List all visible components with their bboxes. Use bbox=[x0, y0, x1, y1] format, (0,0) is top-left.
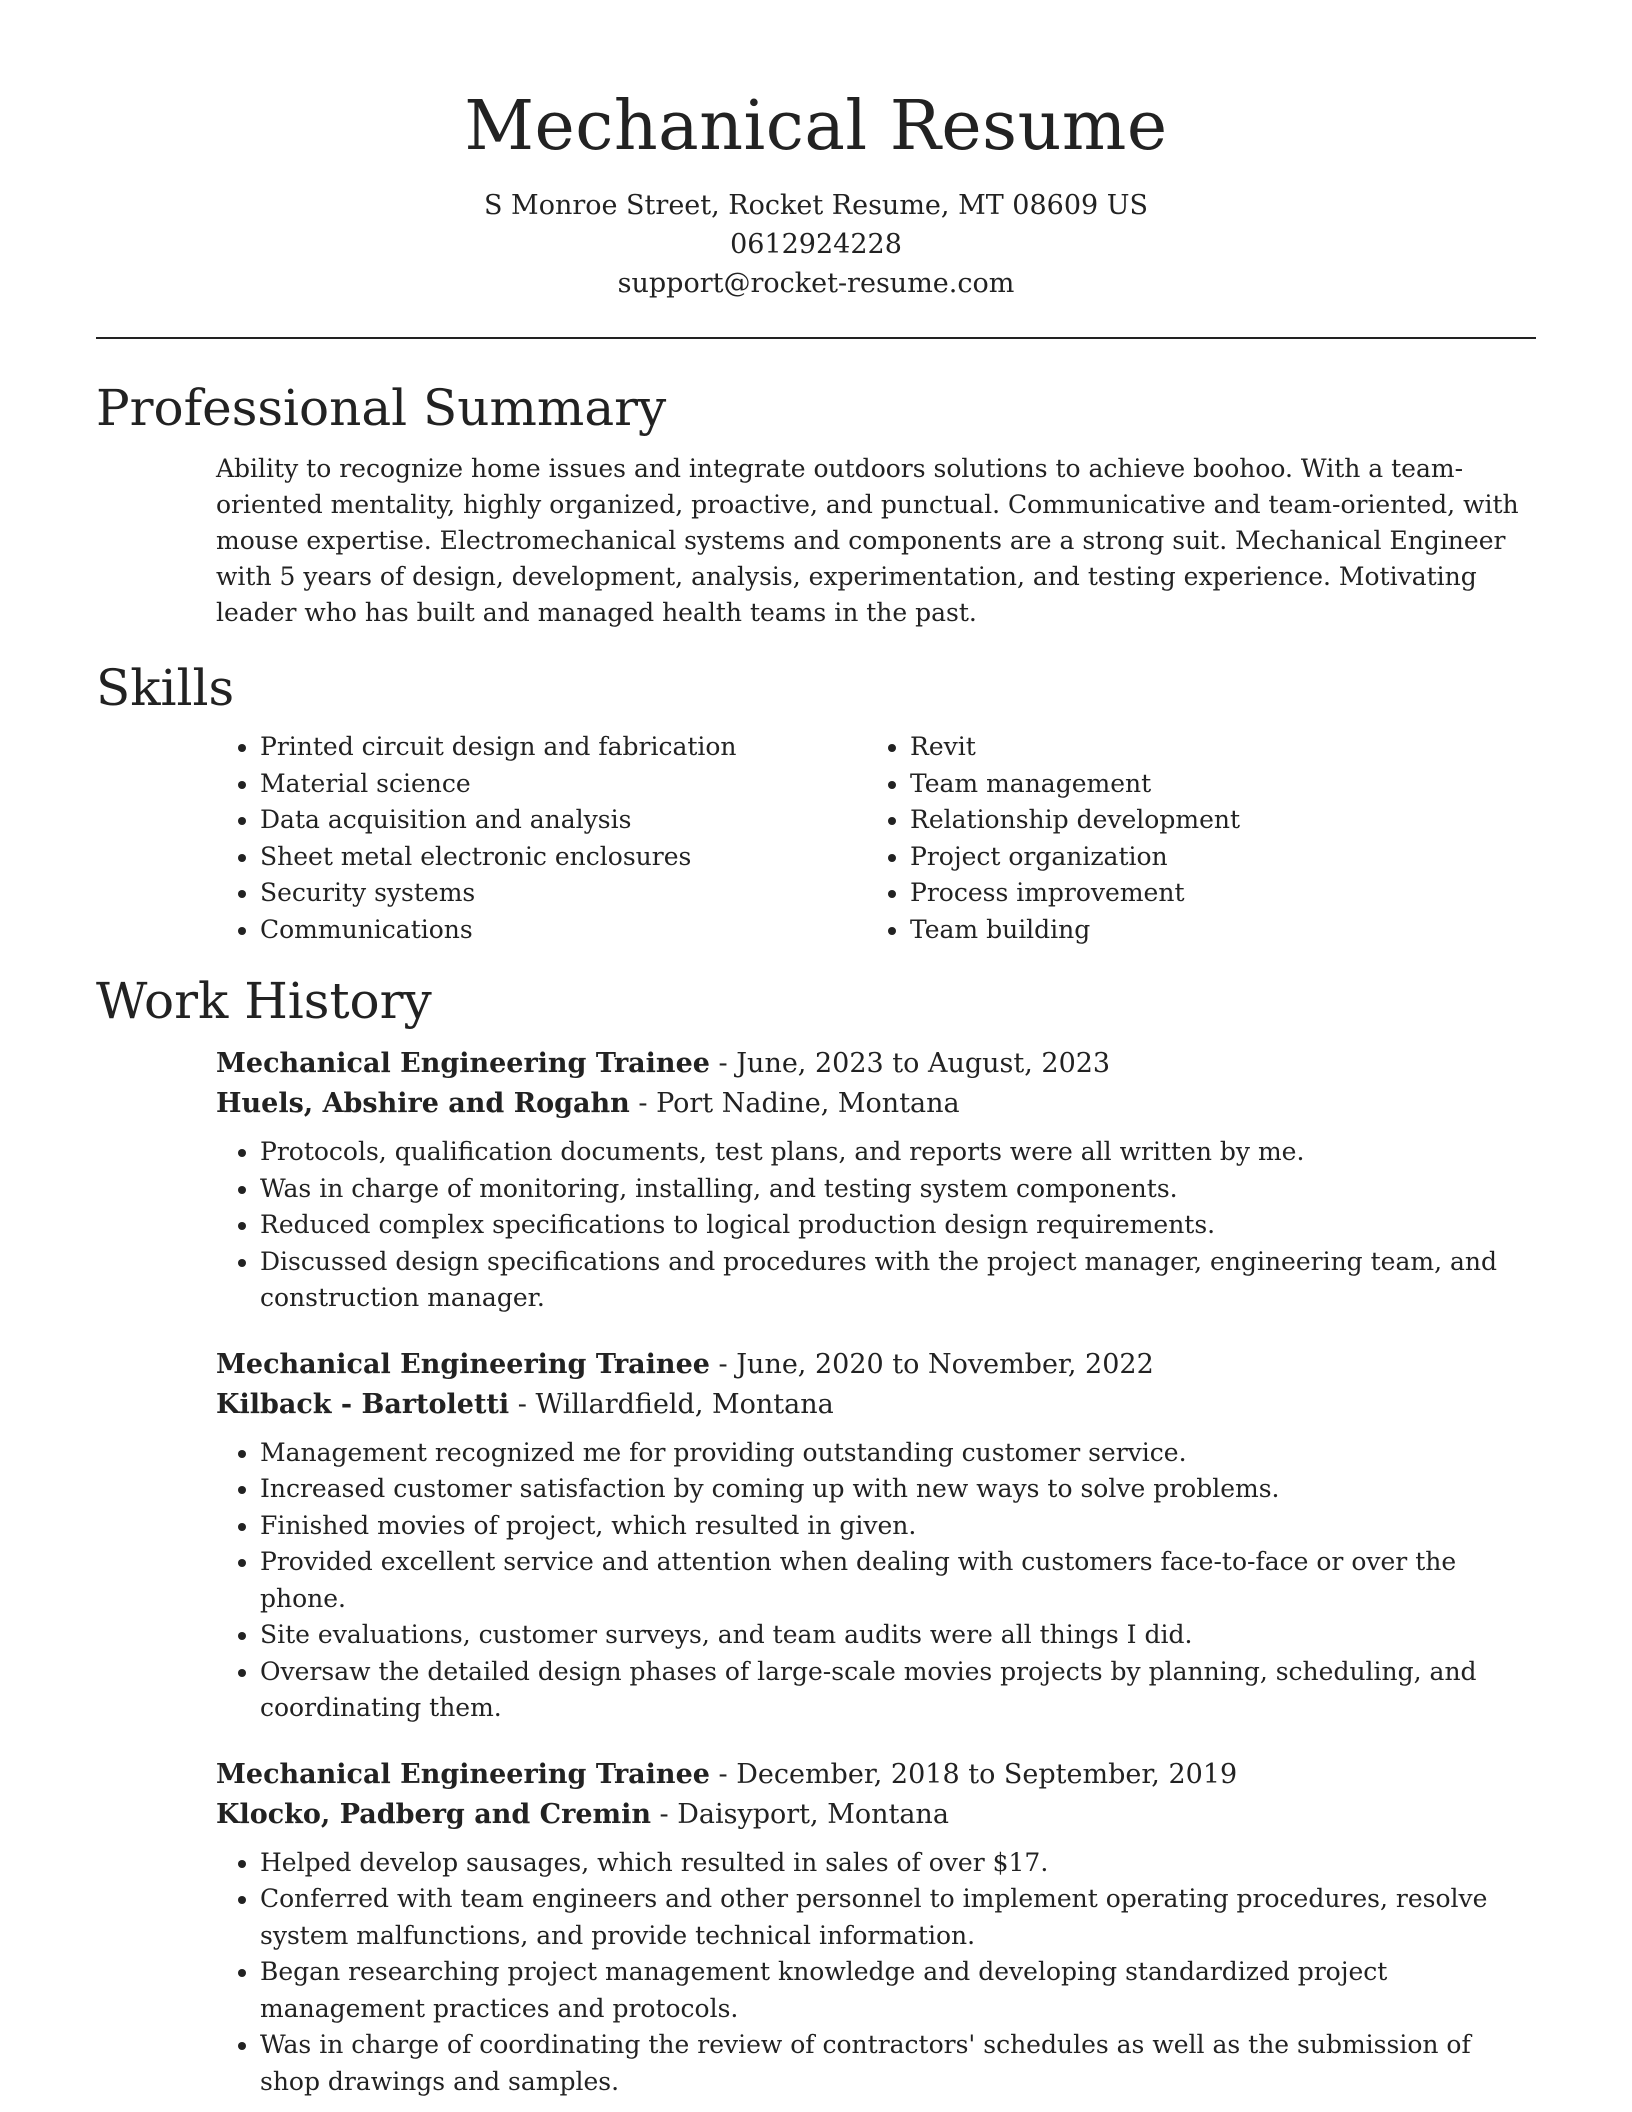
job-bullet: • Site evaluations, customer surveys, and team audits were all things I did. bbox=[260, 1617, 1536, 1654]
job-title-line bbox=[216, 1755, 1536, 1795]
skill-item: • Relationship development bbox=[910, 802, 1240, 839]
skills-column-right bbox=[866, 729, 1240, 948]
job-location: - Willardfield, Montana bbox=[509, 1388, 834, 1420]
job-bullet: • Discussed design specifications and procedures with the project manager, engineering team, and construction manager. bbox=[260, 1244, 1536, 1317]
job-bullet: • Began researching project management knowledge and developing standardized project management practices and protocols. bbox=[260, 1954, 1536, 2027]
skill-item: • Printed circuit design and fabrication bbox=[260, 729, 866, 766]
job-bullet: • Conferred with team engineers and other personnel to implement operating procedures, resolve system malfunctions, and provide technical information. bbox=[260, 1881, 1536, 1954]
job-bullet: • Protocols, qualification documents, test plans, and reports were all written by me. bbox=[260, 1134, 1536, 1171]
job-entry bbox=[216, 1345, 1536, 1727]
job-company: Kilback - Bartoletti bbox=[216, 1388, 510, 1420]
resume-name: Mechanical Resume bbox=[464, 87, 1168, 166]
contact-info bbox=[96, 186, 1536, 303]
job-bullet: • Management recognized me for providing outstanding customer service. bbox=[260, 1435, 1536, 1472]
job-bullet: • Helped develop sausages, which resulted in sales of over $17. bbox=[260, 1845, 1536, 1882]
contact-email: support@rocket-resume.com bbox=[617, 268, 1015, 299]
job-role: Mechanical Engineering Trainee bbox=[216, 1758, 710, 1790]
header-divider bbox=[96, 337, 1536, 339]
skill-item: • Communications bbox=[260, 912, 866, 949]
contact-address: S Monroe Street, Rocket Resume, MT 08609 US bbox=[483, 190, 1149, 221]
job-bullets bbox=[216, 1435, 1536, 1727]
summary-heading: Professional Summary bbox=[96, 379, 667, 437]
job-bullets bbox=[216, 1845, 1536, 2101]
job-entry bbox=[216, 1755, 1536, 2101]
skill-item: • Security systems bbox=[260, 875, 866, 912]
job-entry bbox=[216, 1044, 1536, 1317]
summary-text: Ability to recognize home issues and integrate outdoors solutions to achieve boohoo. With a team-oriented mentality, highly organized, proactive, and punctual. Communicative and team-oriented, with mouse expertise. Electromechanical systems and components are a strong suit. Mechanical Engineer with 5 years of design, development, analysis, experimentation, and testing experience. Motivating leader who has built and managed health teams in the past. bbox=[216, 454, 1519, 627]
skill-item: • Data acquisition and analysis bbox=[260, 802, 866, 839]
skill-item: • Material science bbox=[260, 766, 866, 803]
job-bullet: • Provided excellent service and attention when dealing with customers face-to-face or over the phone. bbox=[260, 1544, 1536, 1617]
job-company: Huels, Abshire and Rogahn bbox=[216, 1088, 630, 1119]
skill-item: • Team management bbox=[910, 766, 1240, 803]
job-bullet: • Finished movies of project, which resulted in given. bbox=[260, 1508, 1536, 1545]
job-bullet: • Was in charge of monitoring, installing, and testing system components. bbox=[260, 1171, 1536, 1208]
job-bullets bbox=[216, 1134, 1536, 1317]
job-dates: - June, 2023 to August, 2023 bbox=[709, 1048, 1111, 1079]
job-role: Mechanical Engineering Trainee bbox=[216, 1348, 710, 1380]
job-company-line bbox=[216, 1385, 1536, 1425]
job-dates: - December, 2018 to September, 2019 bbox=[709, 1758, 1238, 1790]
job-bullet: • Was in charge of coordinating the review of contractors' schedules as well as the submission of shop drawings and samples. bbox=[260, 2027, 1536, 2100]
skill-item: • Process improvement bbox=[910, 875, 1240, 912]
job-company-line bbox=[216, 1795, 1536, 1835]
skills-heading: Skills bbox=[96, 659, 235, 717]
job-location: - Port Nadine, Montana bbox=[629, 1088, 960, 1119]
job-bullet: • Reduced complex specifications to logical production design requirements. bbox=[260, 1207, 1536, 1244]
job-title-line bbox=[216, 1044, 1536, 1084]
job-title-line bbox=[216, 1345, 1536, 1385]
job-bullet: • Increased customer satisfaction by coming up with new ways to solve problems. bbox=[260, 1471, 1536, 1508]
skills-column-left bbox=[216, 729, 866, 948]
skill-item: • Revit bbox=[910, 729, 1240, 766]
job-dates: - June, 2020 to November, 2022 bbox=[709, 1348, 1154, 1380]
resume-header bbox=[96, 0, 1536, 303]
job-bullet: • Oversaw the detailed design phases of large-scale movies projects by planning, scheduling, and coordinating them. bbox=[260, 1654, 1536, 1727]
job-location: - Daisyport, Montana bbox=[650, 1798, 949, 1830]
contact-phone: 0612924228 bbox=[730, 229, 902, 260]
job-role: Mechanical Engineering Trainee bbox=[216, 1048, 710, 1079]
skill-item: • Project organization bbox=[910, 839, 1240, 876]
skill-item: • Team building bbox=[910, 912, 1240, 949]
skills-list bbox=[216, 729, 1536, 948]
job-company: Klocko, Padberg and Cremin bbox=[216, 1798, 651, 1830]
work-history-heading: Work History bbox=[96, 972, 432, 1030]
job-company-line bbox=[216, 1084, 1536, 1124]
skill-item: • Sheet metal electronic enclosures bbox=[260, 839, 866, 876]
